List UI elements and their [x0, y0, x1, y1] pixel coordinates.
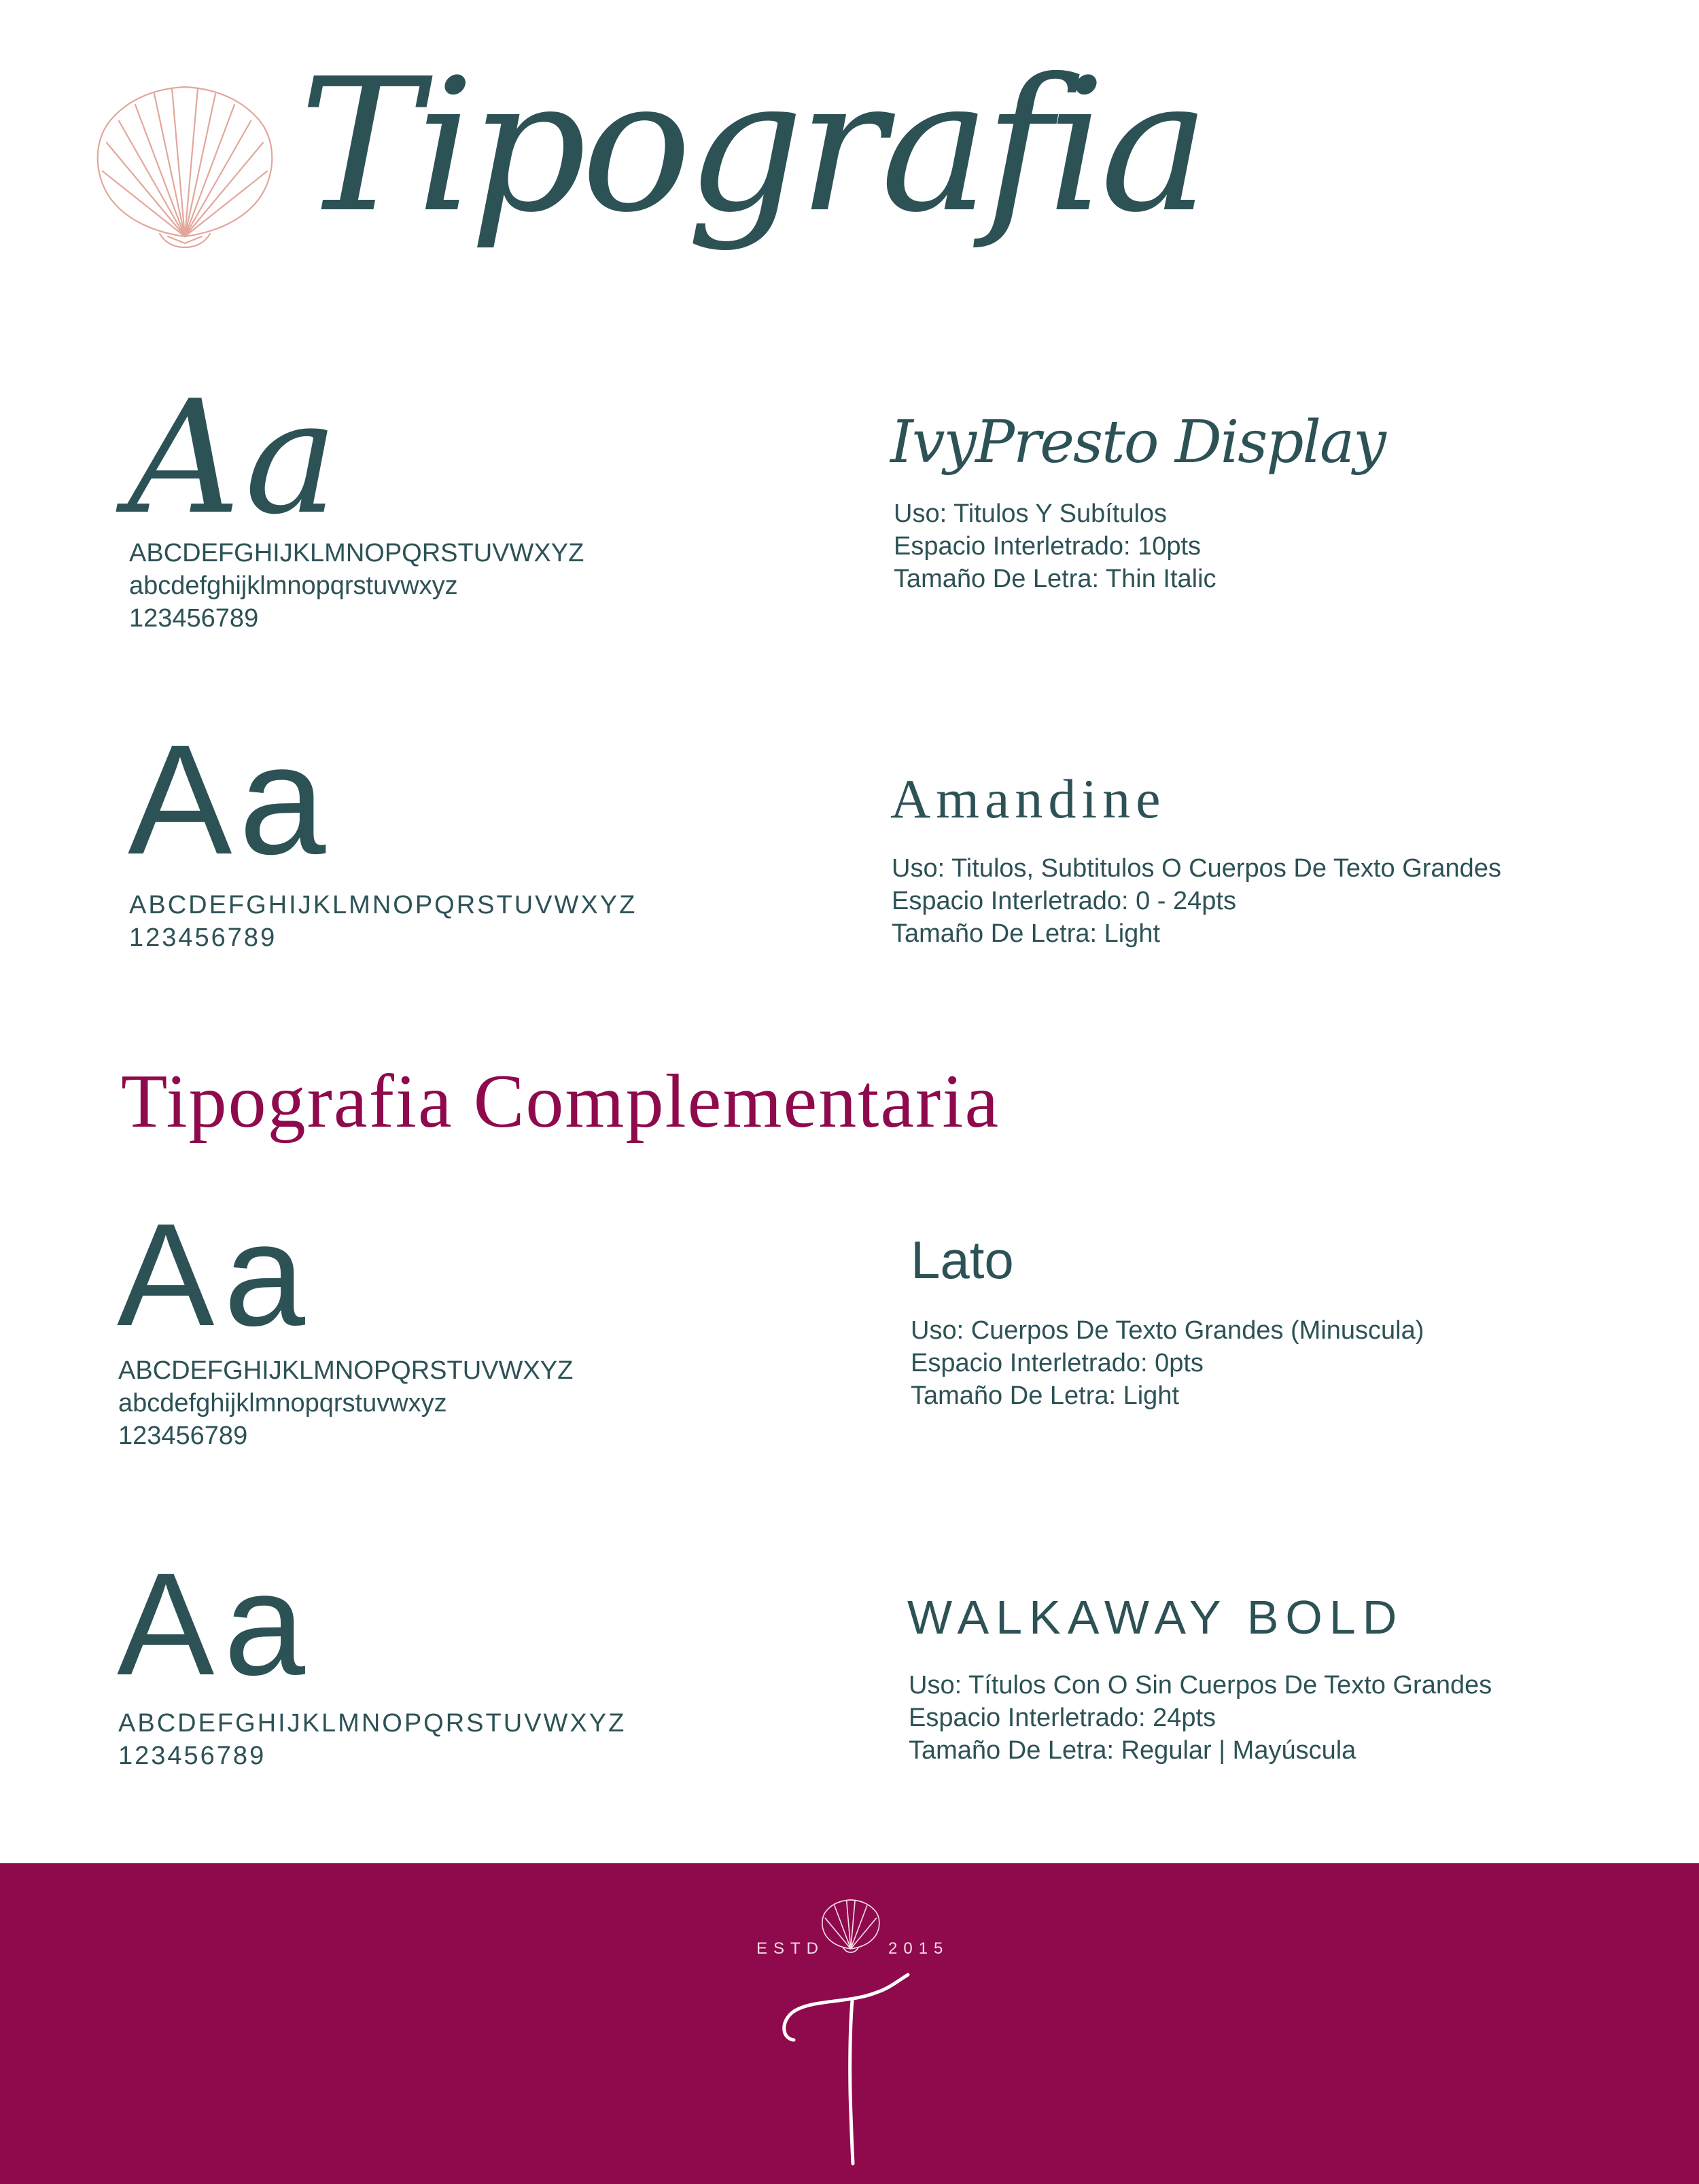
specimen-aa: Aa	[128, 368, 343, 549]
font-letter-spacing: Espacio Interletrado: 10pts	[894, 532, 1202, 561]
font-name: Lato	[911, 1230, 1014, 1290]
font-info-walkaway	[907, 1591, 1404, 1644]
number-glyphs: 123456789	[118, 1742, 266, 1770]
uppercase-glyphs: ABCDEFGHIJKLMNOPQRSTUVWXYZ	[129, 539, 584, 567]
font-info-lato	[911, 1230, 1014, 1290]
font-info-amandine	[890, 768, 1166, 830]
font-details-ivypresto	[894, 497, 1216, 595]
font-letter-spacing: Espacio Interletrado: 24pts	[909, 1704, 1216, 1732]
footer-band	[0, 1863, 1699, 2184]
specimen-aa: Aa	[117, 1542, 315, 1706]
specimen-aa: Aa	[117, 1193, 315, 1356]
estd-year: 2015	[888, 1939, 949, 1958]
font-details-lato	[911, 1314, 1424, 1412]
font-details-walkaway	[909, 1669, 1492, 1767]
font-letter-spacing: Espacio Interletrado: 0pts	[911, 1349, 1204, 1377]
font-weight: Tamaño De Letra: Light	[892, 919, 1161, 948]
font-specimen-amandine	[128, 712, 333, 887]
font-weight: Tamaño De Letra: Regular | Mayúscula	[909, 1736, 1356, 1765]
font-weight: Tamaño De Letra: Thin Italic	[894, 565, 1216, 593]
glyph-set-amandine	[129, 889, 637, 954]
page-title: Tipografia	[299, 39, 1204, 253]
monogram-t-logo	[775, 1972, 924, 2169]
font-usage: Uso: Cuerpos De Texto Grandes (Minuscula)	[911, 1316, 1424, 1345]
glyph-set-ivypresto	[129, 537, 584, 635]
number-glyphs: 123456789	[129, 923, 277, 952]
scallop-shell-icon	[820, 1897, 881, 1954]
font-name: WALKAWAY BOLD	[907, 1591, 1404, 1644]
font-usage: Uso: Titulos Y Subítulos	[894, 499, 1168, 528]
font-specimen-ivypresto	[128, 368, 343, 549]
uppercase-glyphs: ABCDEFGHIJKLMNOPQRSTUVWXYZ	[129, 891, 637, 919]
number-glyphs: 123456789	[118, 1422, 248, 1450]
font-specimen-walkaway	[117, 1542, 315, 1706]
font-info-ivypresto	[890, 408, 1385, 476]
font-usage: Uso: Títulos Con O Sin Cuerpos De Texto Grandes	[909, 1671, 1492, 1699]
uppercase-glyphs: ABCDEFGHIJKLMNOPQRSTUVWXYZ	[118, 1356, 574, 1385]
glyph-set-lato	[118, 1354, 573, 1452]
uppercase-glyphs: ABCDEFGHIJKLMNOPQRSTUVWXYZ	[118, 1709, 627, 1738]
section-title-complementary: Tipografia Complementaria	[121, 1059, 1000, 1144]
lowercase-glyphs: abcdefghijklmnopqrstuvwxyz	[118, 1389, 447, 1417]
font-specimen-lato	[117, 1193, 315, 1356]
font-name: IvyPresto Display	[890, 408, 1385, 476]
font-letter-spacing: Espacio Interletrado: 0 - 24pts	[892, 887, 1236, 915]
font-details-amandine	[892, 852, 1501, 950]
specimen-aa: Aa	[128, 712, 333, 887]
number-glyphs: 123456789	[129, 604, 259, 633]
font-name: Amandine	[890, 768, 1166, 830]
estd-label: ESTD	[756, 1939, 825, 1958]
font-weight: Tamaño De Letra: Light	[911, 1381, 1180, 1410]
font-usage: Uso: Titulos, Subtitulos O Cuerpos De Texto Grandes	[892, 854, 1501, 883]
lowercase-glyphs: abcdefghijklmnopqrstuvwxyz	[129, 571, 458, 600]
scallop-shell-icon	[92, 83, 279, 249]
glyph-set-walkaway	[118, 1707, 626, 1772]
